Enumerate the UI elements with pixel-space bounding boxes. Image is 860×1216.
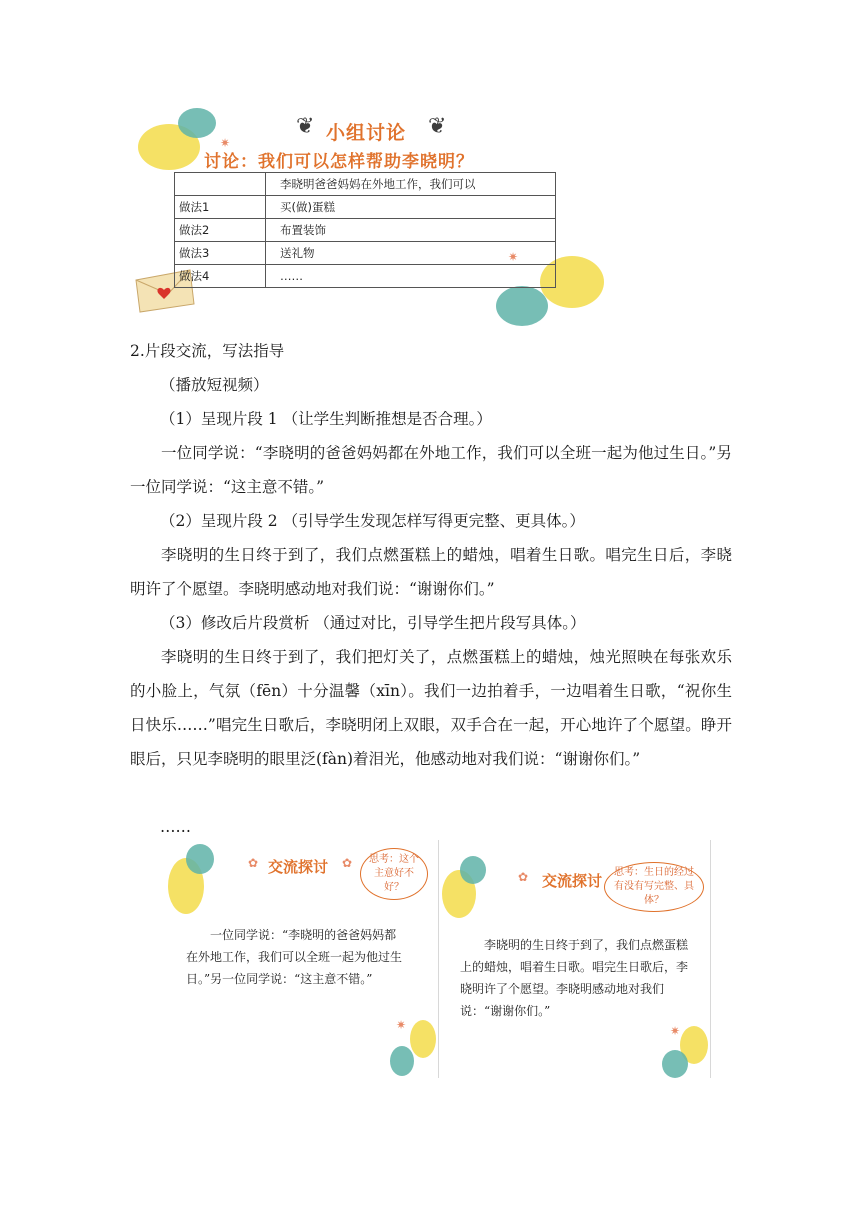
step-1-label: （1）呈现片段 1 （让学生判断推想是否合理。） — [160, 410, 492, 428]
table-cell-label: 做法3 — [175, 242, 266, 265]
sparkle-icon: ✷ — [670, 1024, 681, 1038]
teal-blob-decoration — [460, 856, 486, 884]
table-cell-label: 做法2 — [175, 219, 266, 242]
yellow-blob-decoration — [410, 1020, 436, 1058]
thinking-bubble: 思考：生日的经过有没有写完整、具体？ — [604, 862, 704, 912]
teal-blob-decoration — [390, 1046, 414, 1076]
teal-blob-decoration — [186, 844, 214, 874]
thinking-bubble: 思考：这个主意好不好？ — [360, 848, 428, 900]
fragment-2-text: 李晓明的生日终于到了，我们点燃蛋糕上的蜡烛，唱着生日歌。唱完生日后，李晓明许了个愿望。李晓明感动地对我们说：“谢谢你们。” — [130, 546, 732, 598]
section-heading: 2.片段交流，写法指导 — [130, 342, 285, 360]
teal-blob-decoration — [496, 286, 548, 326]
sparkle-icon: ✷ — [220, 136, 231, 150]
flower-icon: ✿ — [248, 856, 259, 870]
table-cell-label: 做法4 — [175, 265, 266, 288]
table-cell-value: 送礼物 — [266, 242, 556, 265]
fragment-1-text: 一位同学说：“李晓明的爸爸妈妈都在外地工作，我们可以全班一起为他过生日。”另一位同学说：“这主意不错。” — [130, 444, 732, 496]
table-cell-value: 布置装饰 — [266, 219, 556, 242]
table-header-cell: 李晓明爸爸妈妈在外地工作，我们可以 — [266, 173, 556, 196]
play-video-note: （播放短视频） — [160, 376, 269, 394]
flower-icon: ✿ — [342, 856, 353, 870]
sparkle-icon: ✷ — [508, 250, 519, 264]
ideas-table — [174, 172, 556, 288]
slide-subtitle: 讨论：我们可以怎样帮助李晓明？ — [204, 152, 474, 172]
table-cell-value: …… — [266, 265, 556, 288]
table-row — [175, 242, 556, 265]
slide-title: 交流探讨 — [542, 872, 603, 890]
table-row — [175, 196, 556, 219]
exchange-slide-right — [438, 840, 711, 1078]
slide-body-text: 李晓明的生日终于到了，我们点燃蛋糕上的蜡烛，唱着生日歌。唱完生日歌后，李晓明许了个愿望。李晓明感动地对我们说：“谢谢你们。” — [460, 938, 689, 1018]
table-row — [175, 173, 556, 196]
slide-title: 小组讨论 — [326, 122, 407, 144]
flower-icon: ✿ — [518, 870, 529, 884]
step-3-label: （3）修改后片段赏析 （通过对比，引导学生把片段写具体。） — [160, 614, 586, 632]
ellipsis: …… — [160, 818, 191, 836]
table-cell-label: 做法1 — [175, 196, 266, 219]
slide-title: 交流探讨 — [268, 858, 329, 876]
table-row — [175, 219, 556, 242]
step-2-label: （2）呈现片段 2 （引导学生发现怎样写得更完整、更具体。） — [160, 512, 585, 530]
laurel-right-icon: ❦ — [428, 114, 447, 139]
teal-blob-decoration — [178, 108, 216, 138]
table-cell-value: 买(做)蛋糕 — [266, 196, 556, 219]
fragment-3-text: 李晓明的生日终于到了，我们把灯关了，点燃蛋糕上的蜡烛，烛光照映在每张欢乐的小脸上，气氛（fēn）十分温馨（xīn）。我们一边拍着手，一边唱着生日歌，“祝你生日快乐……”唱完生日歌后，李晓明闭上双眼，双手合在一起，开心地许了个愿望。睁开眼后，只见李晓明的眼里泛(fàn)着泪光，他感动地对我们说：“谢谢你们。” — [130, 648, 732, 768]
table-cell — [175, 173, 266, 196]
slide-body-text: 一位同学说：“李晓明的爸爸妈妈都在外地工作，我们可以全班一起为他过生日。”另一位同学说：“这主意不错。” — [186, 928, 403, 986]
laurel-left-icon: ❦ — [296, 114, 315, 139]
sparkle-icon: ✷ — [396, 1018, 407, 1032]
exchange-slide-left — [164, 840, 439, 1078]
table-row — [175, 265, 556, 288]
teal-blob-decoration — [662, 1050, 688, 1078]
discussion-slide — [130, 100, 620, 328]
